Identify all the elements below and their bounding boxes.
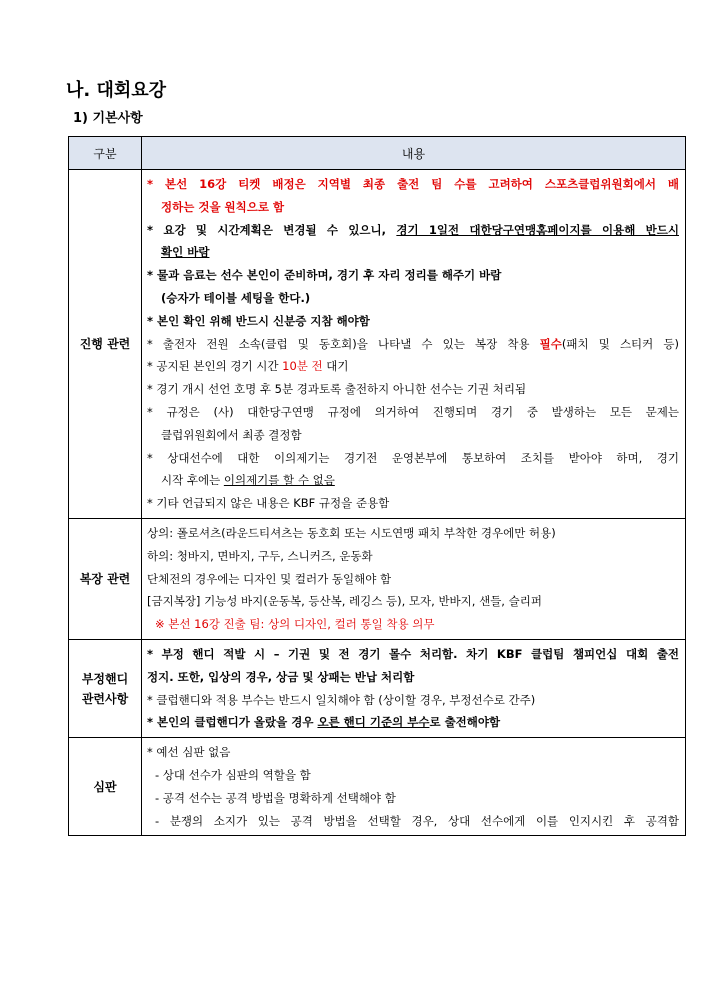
list-item: * 본인 확인 위해 반드시 신분증 지참 해야함 (147, 313, 370, 328)
list-item: * 기타 언급되지 않은 내용은 KBF 규정을 준용함 (147, 496, 390, 511)
content-referee (142, 738, 686, 836)
list-item: * 경기 개시 선언 호명 후 5분 경과토록 출전하지 아니한 선수는 기권 처리됨 (147, 382, 527, 397)
content-progress (142, 170, 686, 519)
table-row-handicap (69, 639, 686, 737)
list-item: 클럽위원회에서 최종 결정함 (161, 427, 302, 442)
category-handicap: 부정핸디 관련사항 (69, 639, 142, 737)
list-item: * 상대선수에 대한 이의제기는 경기전 운영본부에 통보하여 조치를 받아야 하며, 경기 (147, 450, 679, 465)
list-item: - 상대 선수가 심판의 역할을 함 (155, 767, 311, 782)
list-item: 정하는 것을 원칙으로 함 (161, 199, 285, 214)
table-row-referee (69, 738, 686, 836)
list-item: * 요강 및 시간계획은 변경될 수 있으니, 경기 1일전 대한당구연맹홈페이지를 이용해 반드시 (147, 222, 679, 237)
list-item: * 규정은 (사) 대한당구연맹 규정에 의거하여 진행되며 경기 중 발생하는 모든 문제는 (147, 404, 679, 419)
section-heading: 나. 대회요강 (66, 80, 167, 101)
list-item: 정지. 또한, 입상의 경우, 상금 및 상패는 반납 처리함 (147, 669, 415, 684)
list-item: - 분쟁의 소지가 있는 공격 방법을 선택할 경우, 상대 선수에게 이를 인지시킨 후 공격함 (155, 813, 679, 828)
header-category: 구분 (69, 137, 142, 170)
table-row-progress (69, 170, 686, 519)
category-dress: 복장 관련 (69, 518, 142, 639)
table-row-dress (69, 518, 686, 639)
table-header-row (69, 137, 686, 170)
list-item: 단체전의 경우에는 디자인 및 컬러가 동일해야 함 (147, 571, 392, 586)
list-item: 시작 후에는 이의제기를 할 수 없음 (161, 473, 335, 488)
list-item: * 클럽핸디와 적용 부수는 반드시 일치해야 함 (상이할 경우, 부정선수로 간주) (147, 692, 536, 707)
list-item: 하의: 청바지, 면바지, 구두, 스니커즈, 운동화 (147, 548, 373, 563)
list-item: 확인 바람 (161, 245, 210, 260)
list-item: * 물과 음료는 선수 본인이 준비하며, 경기 후 자리 정리를 해주기 바람 (147, 268, 502, 283)
list-item: * 출전자 전원 소속(클럽 및 동호회)을 나타낼 수 있는 복장 착용 필수(패치 및 스티커 등) (147, 336, 679, 351)
category-progress: 진행 관련 (69, 170, 142, 519)
list-item: * 공지된 본인의 경기 시간 10분 전 대기 (147, 359, 349, 374)
list-item: * 부정 핸디 적발 시 – 기권 및 전 경기 몰수 처리함. 차기 KBF 클럽팀 챔피언십 대회 출전 (147, 646, 679, 661)
subsection-heading: 1) 기본사항 (73, 111, 143, 126)
list-item: ※ 본선 16강 진출 팀: 상의 디자인, 컬러 통일 착용 의무 (155, 617, 435, 632)
list-item: - 공격 선수는 공격 방법을 명확하게 선택해야 함 (155, 790, 396, 805)
list-item: * 본선 16강 티켓 배정은 지역별 최종 출전 팀 수를 고려하여 스포츠클럽위원회에서 배 (147, 177, 679, 191)
header-content: 내용 (142, 137, 686, 170)
list-item: * 예선 심판 없음 (147, 745, 231, 760)
content-dress (142, 518, 686, 639)
list-item: * 본인의 클럽핸디가 올랐을 경우 오른 핸디 기준의 부수로 출전해야함 (147, 715, 501, 730)
rules-table (68, 136, 686, 836)
list-item: 상의: 폴로셔츠(라운드티셔츠는 동호회 또는 시도연맹 패치 부착한 경우에만 허용) (147, 525, 556, 540)
category-referee: 심판 (69, 738, 142, 836)
list-item: (승자가 테이블 세팅을 한다.) (161, 290, 311, 305)
list-item: [금지복장] 기능성 바지(운동복, 등산복, 레깅스 등), 모자, 반바지, 샌들, 슬리퍼 (147, 594, 542, 609)
content-handicap (142, 639, 686, 737)
